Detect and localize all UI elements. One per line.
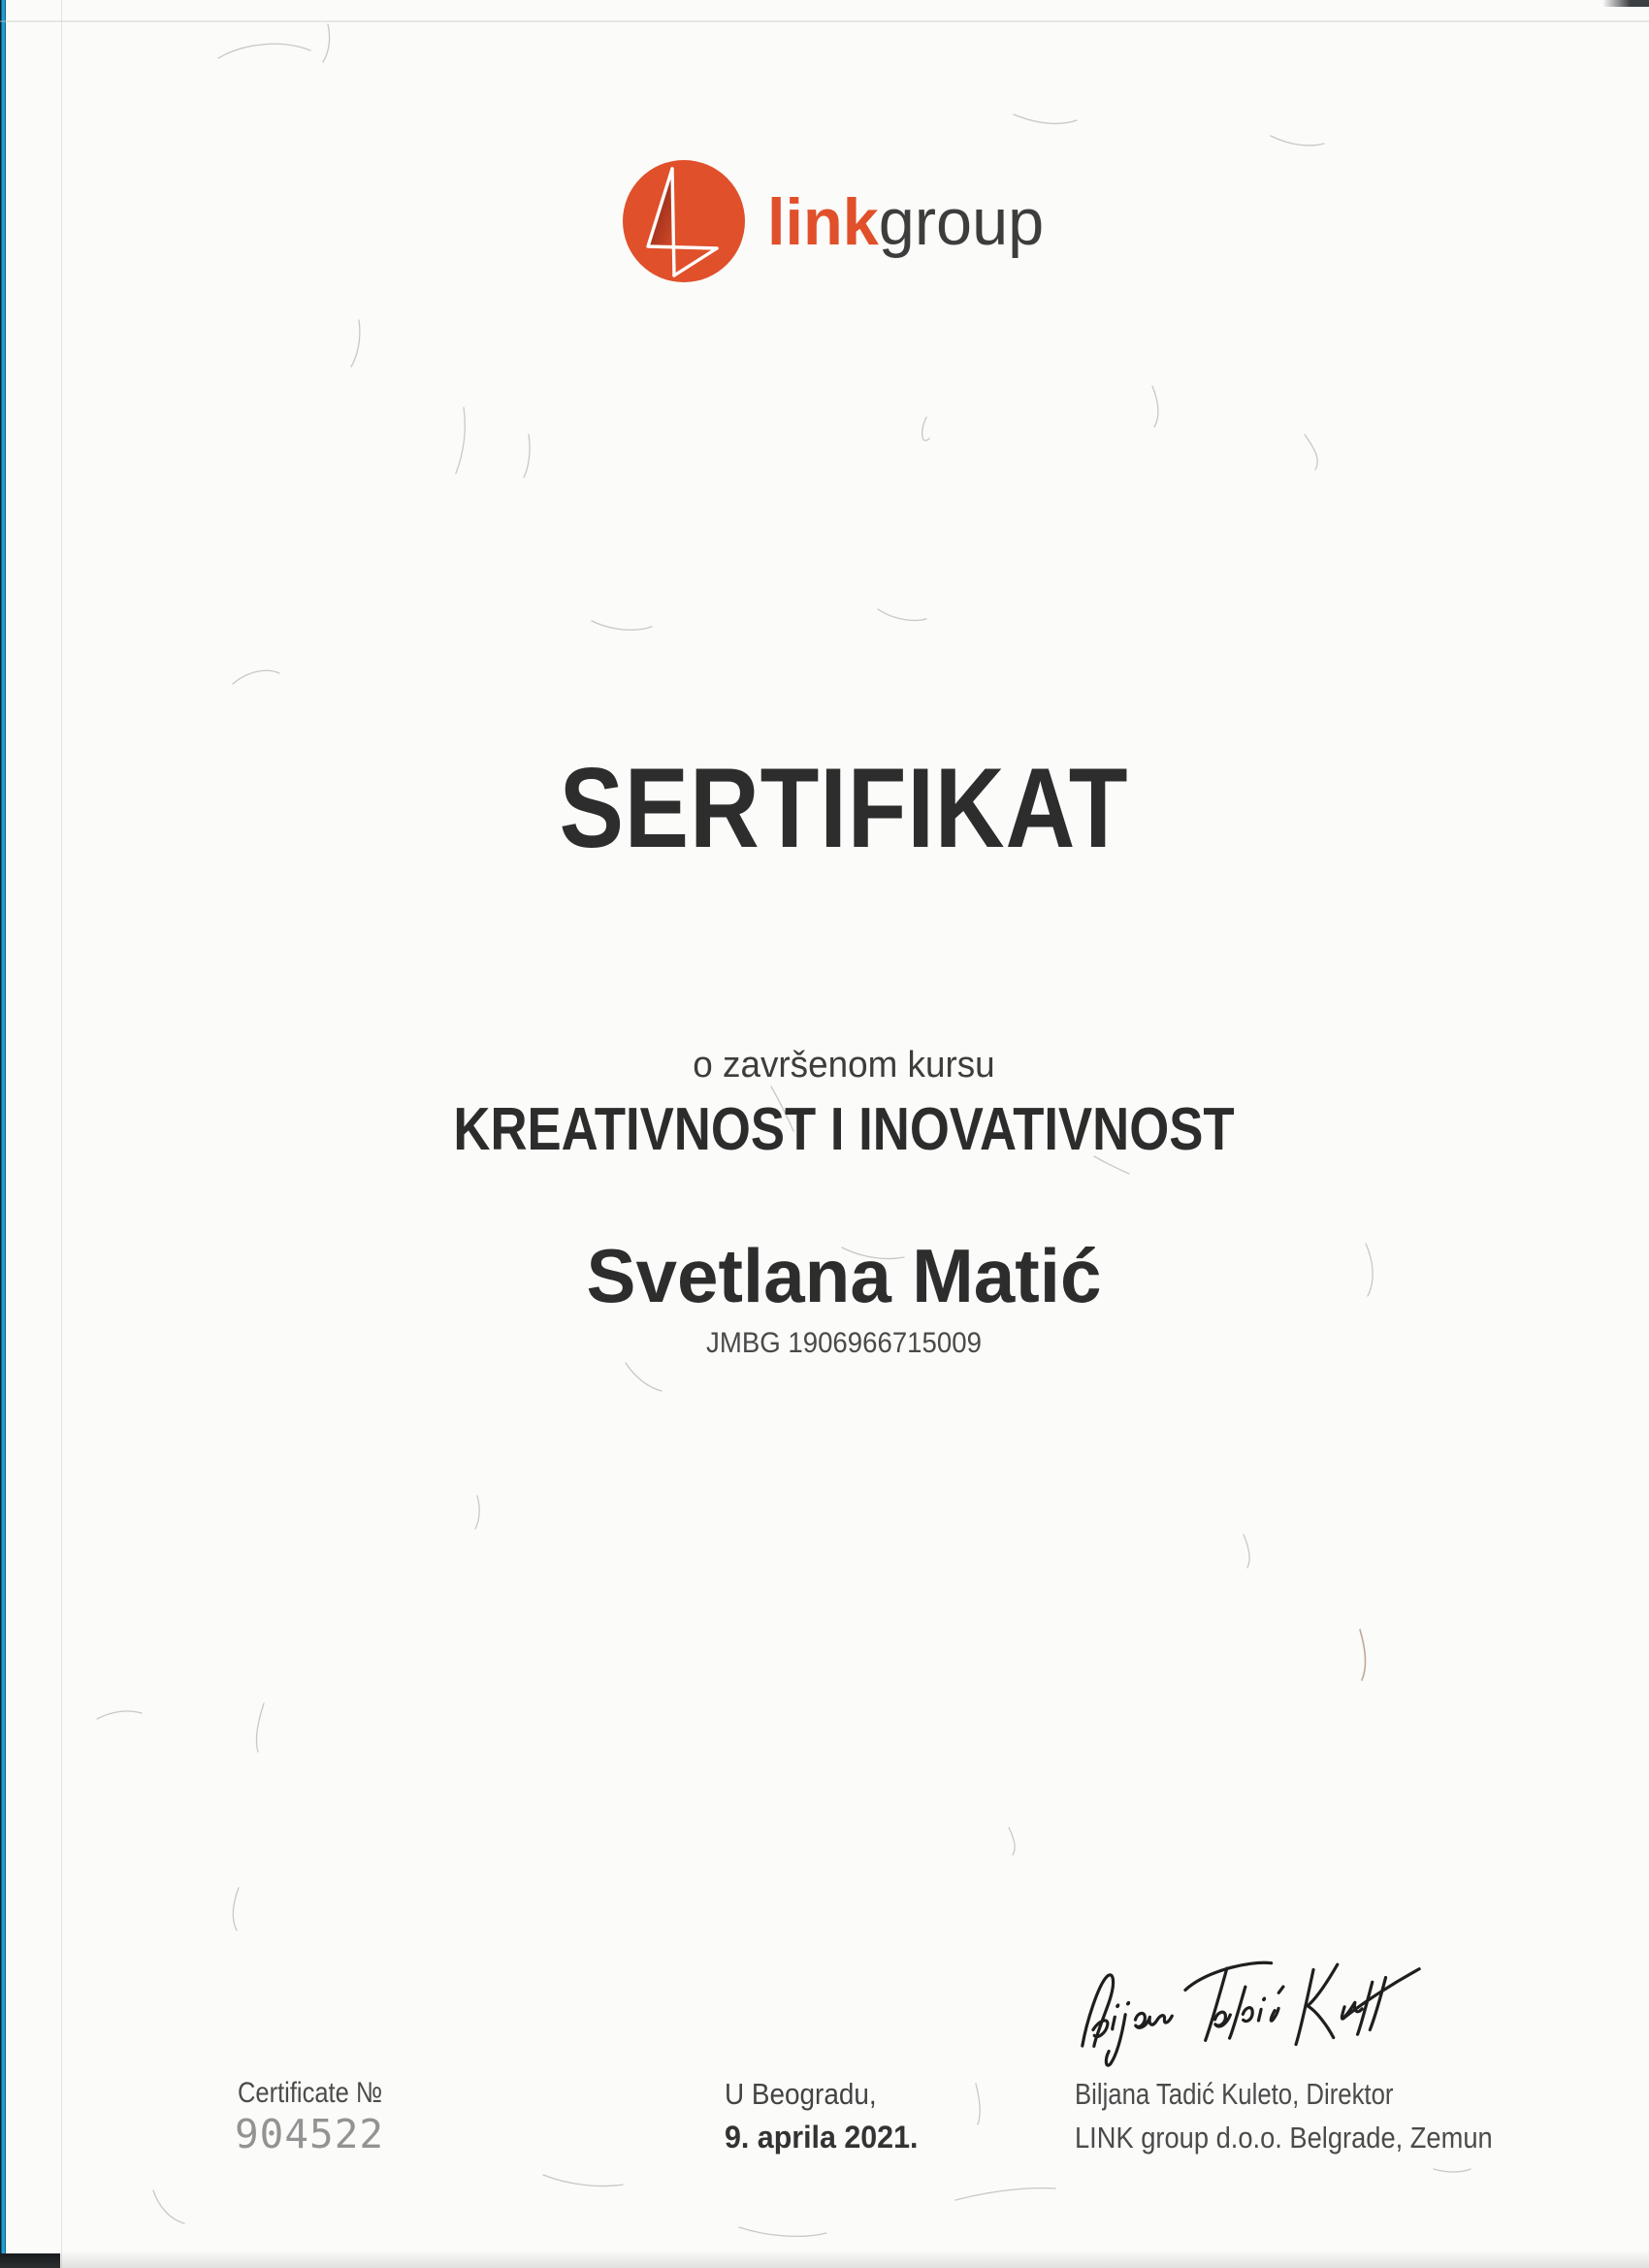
certificate-number-value: 904522: [235, 2111, 385, 2157]
wordmark-link: link: [767, 185, 879, 259]
issue-date: 9. aprila 2021.: [725, 2120, 919, 2155]
recipient-jmbg: JMBG 1906966715009: [706, 1327, 982, 1359]
signatory-name-title: Biljana Tadić Kuleto, Direktor: [1075, 2077, 1394, 2111]
linkgroup-logo-icon: [622, 159, 748, 285]
wordmark-group: group: [878, 185, 1045, 259]
signatory-company: LINK group d.o.o. Belgrade, Zemun: [1075, 2121, 1493, 2155]
course-name: KREATIVNOST I INOVATIVNOST: [453, 1096, 1235, 1163]
course-intro-line: o završenom kursu: [693, 1045, 995, 1085]
certificate-title: SERTIFIKAT: [559, 744, 1129, 871]
recipient-name: Svetlana Matić: [586, 1233, 1102, 1318]
issue-place: U Beogradu,: [725, 2077, 877, 2111]
scan-edge-strip: [0, 0, 6, 2268]
certificate-number-label: Certificate №: [238, 2077, 383, 2109]
director-signature: [1067, 1948, 1431, 2069]
scan-corner-mark-top-right: [1602, 0, 1649, 7]
scan-shadow-bottom: [0, 2251, 1649, 2268]
paper-edge-line: [61, 0, 62, 2268]
linkgroup-wordmark: [767, 185, 1045, 259]
top-scan-line: [0, 20, 1649, 22]
